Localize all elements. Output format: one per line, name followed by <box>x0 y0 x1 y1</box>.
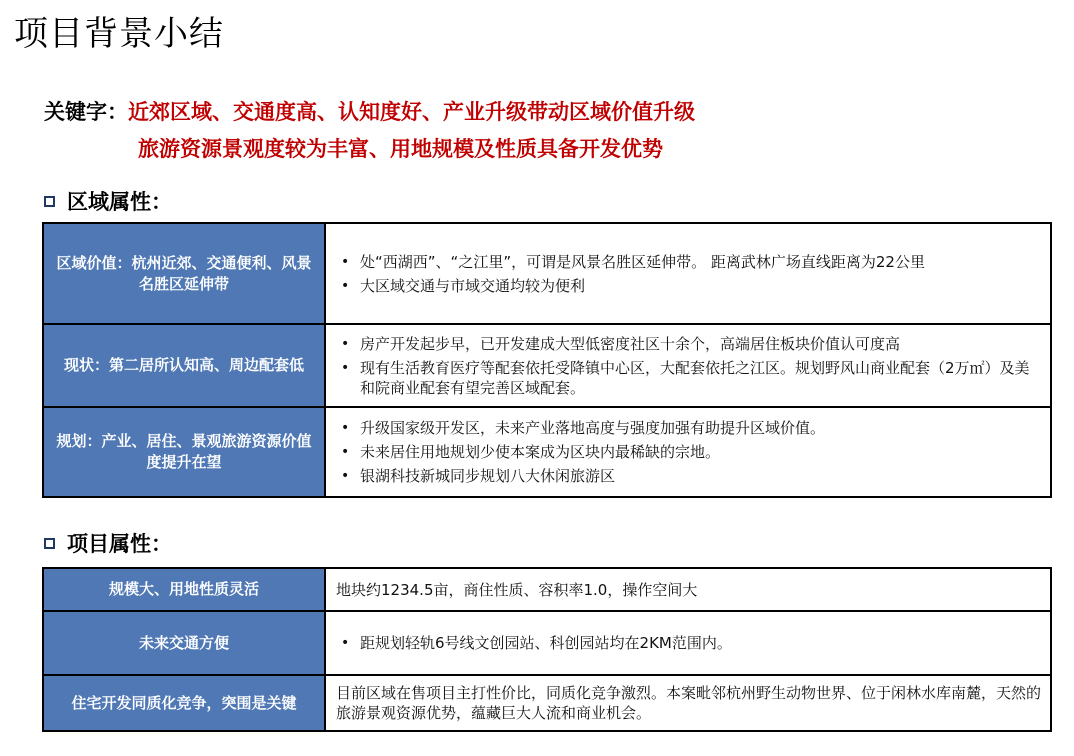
row-content: 地块约1234.5亩，商住性质、容积率1.0，操作空间大 <box>325 568 1051 611</box>
row-content: 目前区域在售项目主打性价比，同质化竞争激烈。本案毗邻杭州野生动物世界、位于闲林水库南麓，天然的旅游景观资源优势，蕴藏巨大人流和商业机会。 <box>325 675 1051 731</box>
project-table <box>42 567 1052 732</box>
project-heading-text: 项目属性： <box>67 532 172 556</box>
keywords-line-1 <box>44 96 695 126</box>
row-content <box>325 611 1051 675</box>
square-outline-icon <box>44 538 55 549</box>
keywords-label: 关键字： <box>44 100 128 124</box>
regional-heading-text: 区域属性： <box>67 190 172 214</box>
list-item: • 升级国家级开发区，未来产业落地高度与强度加强有助提升区域价值。 <box>338 418 1042 438</box>
table-row <box>43 568 1051 611</box>
regional-heading <box>44 186 172 216</box>
row-content <box>325 324 1051 407</box>
list-item: • 大区域交通与市域交通均较为便利 <box>338 276 1042 296</box>
list-item: • 现有生活教育医疗等配套依托受降镇中心区，大配套依托之江区。规划野风山商业配套（2万㎡）及美和院商业配套有望完善区域配套。 <box>338 358 1042 398</box>
row-label: 现状：第二居所认知高、周边配套低 <box>43 324 325 407</box>
row-label: 住宅开发同质化竞争，突围是关键 <box>43 675 325 731</box>
project-heading <box>44 528 172 558</box>
row-label: 区域价值：杭州近郊、交通便利、风景名胜区延伸带 <box>43 223 325 324</box>
square-outline-icon <box>44 196 55 207</box>
row-label: 规划：产业、居住、景观旅游资源价值度提升在望 <box>43 407 325 497</box>
row-label: 未来交通方便 <box>43 611 325 675</box>
row-content <box>325 223 1051 324</box>
page-title: 项目背景小结 <box>14 14 224 54</box>
list-item: • 银湖科技新城同步规划八大休闲旅游区 <box>338 466 1042 486</box>
table-row <box>43 675 1051 731</box>
list-item: • 距规划轻轨6号线文创园站、科创园站均在2KM范围内。 <box>338 633 1042 653</box>
keywords-text-2: 旅游资源景观度较为丰富、用地规模及性质具备开发优势 <box>138 137 663 161</box>
table-row <box>43 611 1051 675</box>
table-row <box>43 407 1051 497</box>
regional-table <box>42 222 1052 498</box>
list-item: • 房产开发起步早，已开发建成大型低密度社区十余个，高端居住板块价值认可度高 <box>338 334 1042 354</box>
table-row <box>43 324 1051 407</box>
row-label: 规模大、用地性质灵活 <box>43 568 325 611</box>
keywords-text-1: 近郊区域、交通度高、认知度好、产业升级带动区域价值升级 <box>128 100 695 124</box>
table-row <box>43 223 1051 324</box>
row-content <box>325 407 1051 497</box>
list-item: • 处“西湖西”、“之江里”，可谓是风景名胜区延伸带。 距离武林广场直线距离为22公里 <box>338 252 1042 272</box>
list-item: • 未来居住用地规划少使本案成为区块内最稀缺的宗地。 <box>338 442 1042 462</box>
